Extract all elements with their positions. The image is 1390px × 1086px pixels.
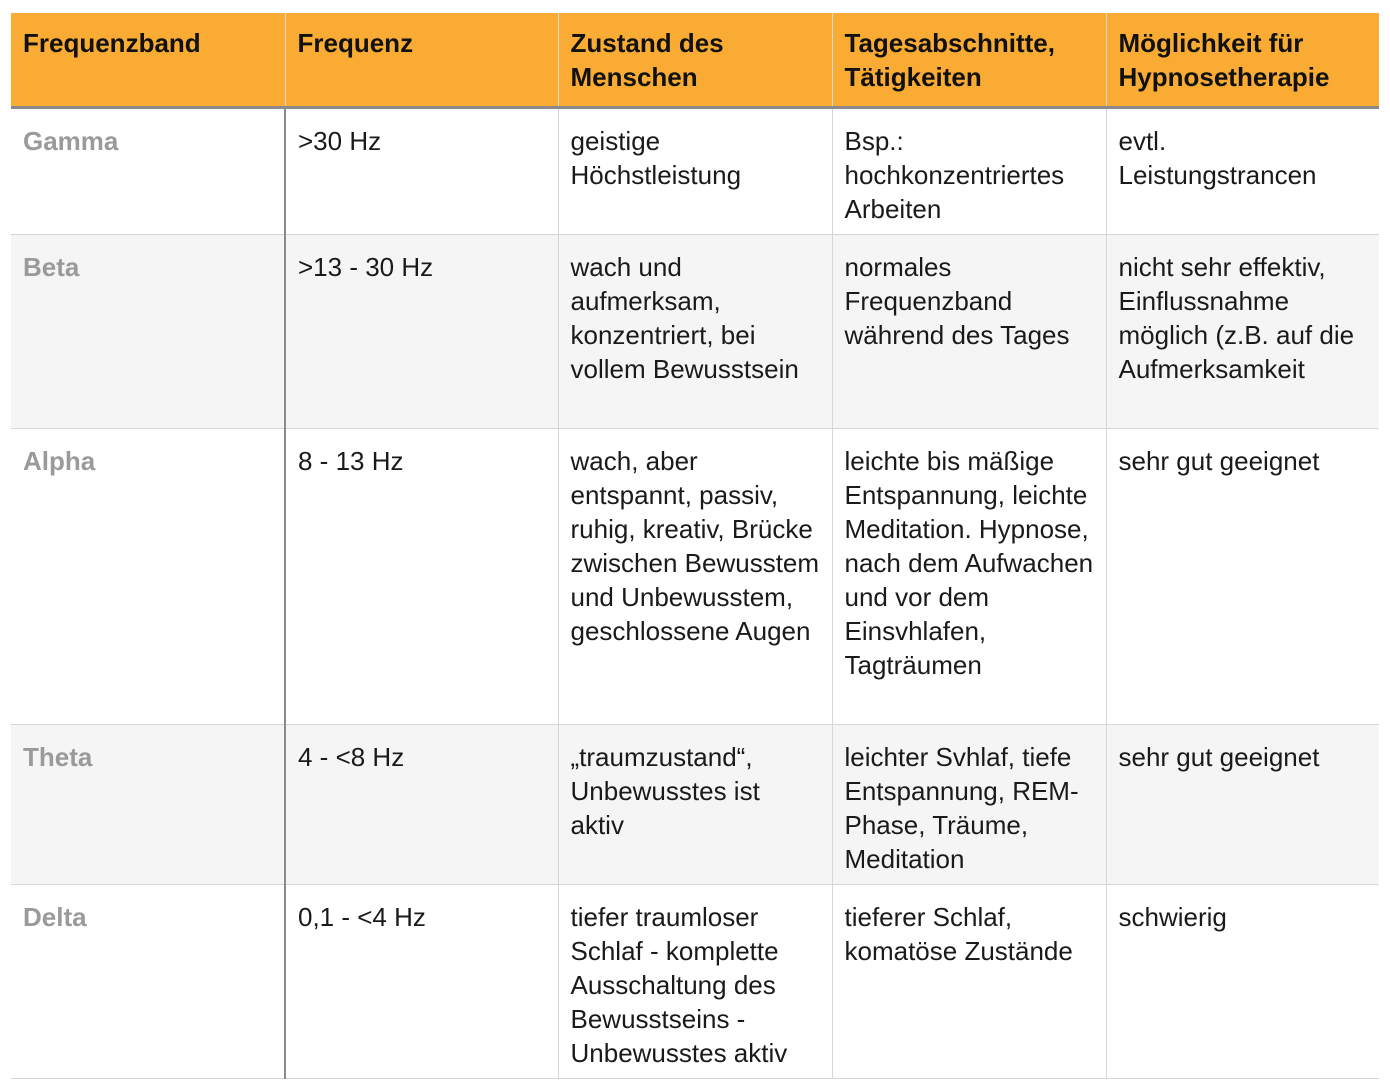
- header-tagesabschnitte: Tagesabschnitte, Tätigkeiten: [832, 13, 1106, 108]
- header-hypnosetherapie: Möglichkeit für Hypnosetherapie: [1106, 13, 1379, 108]
- frequency-cell: 8 - 13 Hz: [285, 429, 558, 725]
- frequency-band-table: [11, 13, 1379, 1079]
- frequency-cell: >13 - 30 Hz: [285, 235, 558, 429]
- hypnosis-cell: sehr gut geeignet: [1106, 725, 1379, 885]
- table-row: [11, 725, 1379, 885]
- activities-cell: leichter Svhlaf, tiefe Entspannung, REM-Phase, Träume, Meditation: [832, 725, 1106, 885]
- band-cell: Gamma: [11, 108, 285, 235]
- hypnosis-cell: evtl. Leistungstrancen: [1106, 108, 1379, 235]
- state-cell: „traumzustand“, Unbewusstes ist aktiv: [558, 725, 832, 885]
- activities-cell: normales Frequenzband während des Tages: [832, 235, 1106, 429]
- band-cell: Delta: [11, 885, 285, 1079]
- band-cell: Theta: [11, 725, 285, 885]
- state-cell: wach und aufmerksam, konzentriert, bei vollem Bewusstsein: [558, 235, 832, 429]
- hypnosis-cell: schwierig: [1106, 885, 1379, 1079]
- table-container: [11, 13, 1379, 1079]
- frequency-cell: 4 - <8 Hz: [285, 725, 558, 885]
- header-frequenz: Frequenz: [285, 13, 558, 108]
- table-row: [11, 235, 1379, 429]
- frequency-cell: 0,1 - <4 Hz: [285, 885, 558, 1079]
- header-frequenzband: Frequenzband: [11, 13, 285, 108]
- hypnosis-cell: sehr gut geeignet: [1106, 429, 1379, 725]
- activities-cell: leichte bis mäßige Entspannung, leichte Meditation. Hypnose, nach dem Aufwachen und vor dem Einsvhlafen, Tagträumen: [832, 429, 1106, 725]
- frequency-cell: >30 Hz: [285, 108, 558, 235]
- band-cell: Beta: [11, 235, 285, 429]
- table-row: [11, 429, 1379, 725]
- header-row: [11, 13, 1379, 108]
- state-cell: wach, aber entspannt, passiv, ruhig, kreativ, Brücke zwischen Bewusstem und Unbewusstem, geschlossene Augen: [558, 429, 832, 725]
- band-cell: Alpha: [11, 429, 285, 725]
- header-zustand: Zustand des Menschen: [558, 13, 832, 108]
- activities-cell: tieferer Schlaf, komatöse Zustände: [832, 885, 1106, 1079]
- hypnosis-cell: nicht sehr effektiv, Einflussnahme möglich (z.B. auf die Aufmerksamkeit: [1106, 235, 1379, 429]
- state-cell: geistige Höchstleistung: [558, 108, 832, 235]
- table-row: [11, 108, 1379, 235]
- state-cell: tiefer traumloser Schlaf - komplette Ausschaltung des Bewusstseins - Unbewusstes aktiv: [558, 885, 832, 1079]
- table-row: [11, 885, 1379, 1079]
- activities-cell: Bsp.: hochkonzentriertes Arbeiten: [832, 108, 1106, 235]
